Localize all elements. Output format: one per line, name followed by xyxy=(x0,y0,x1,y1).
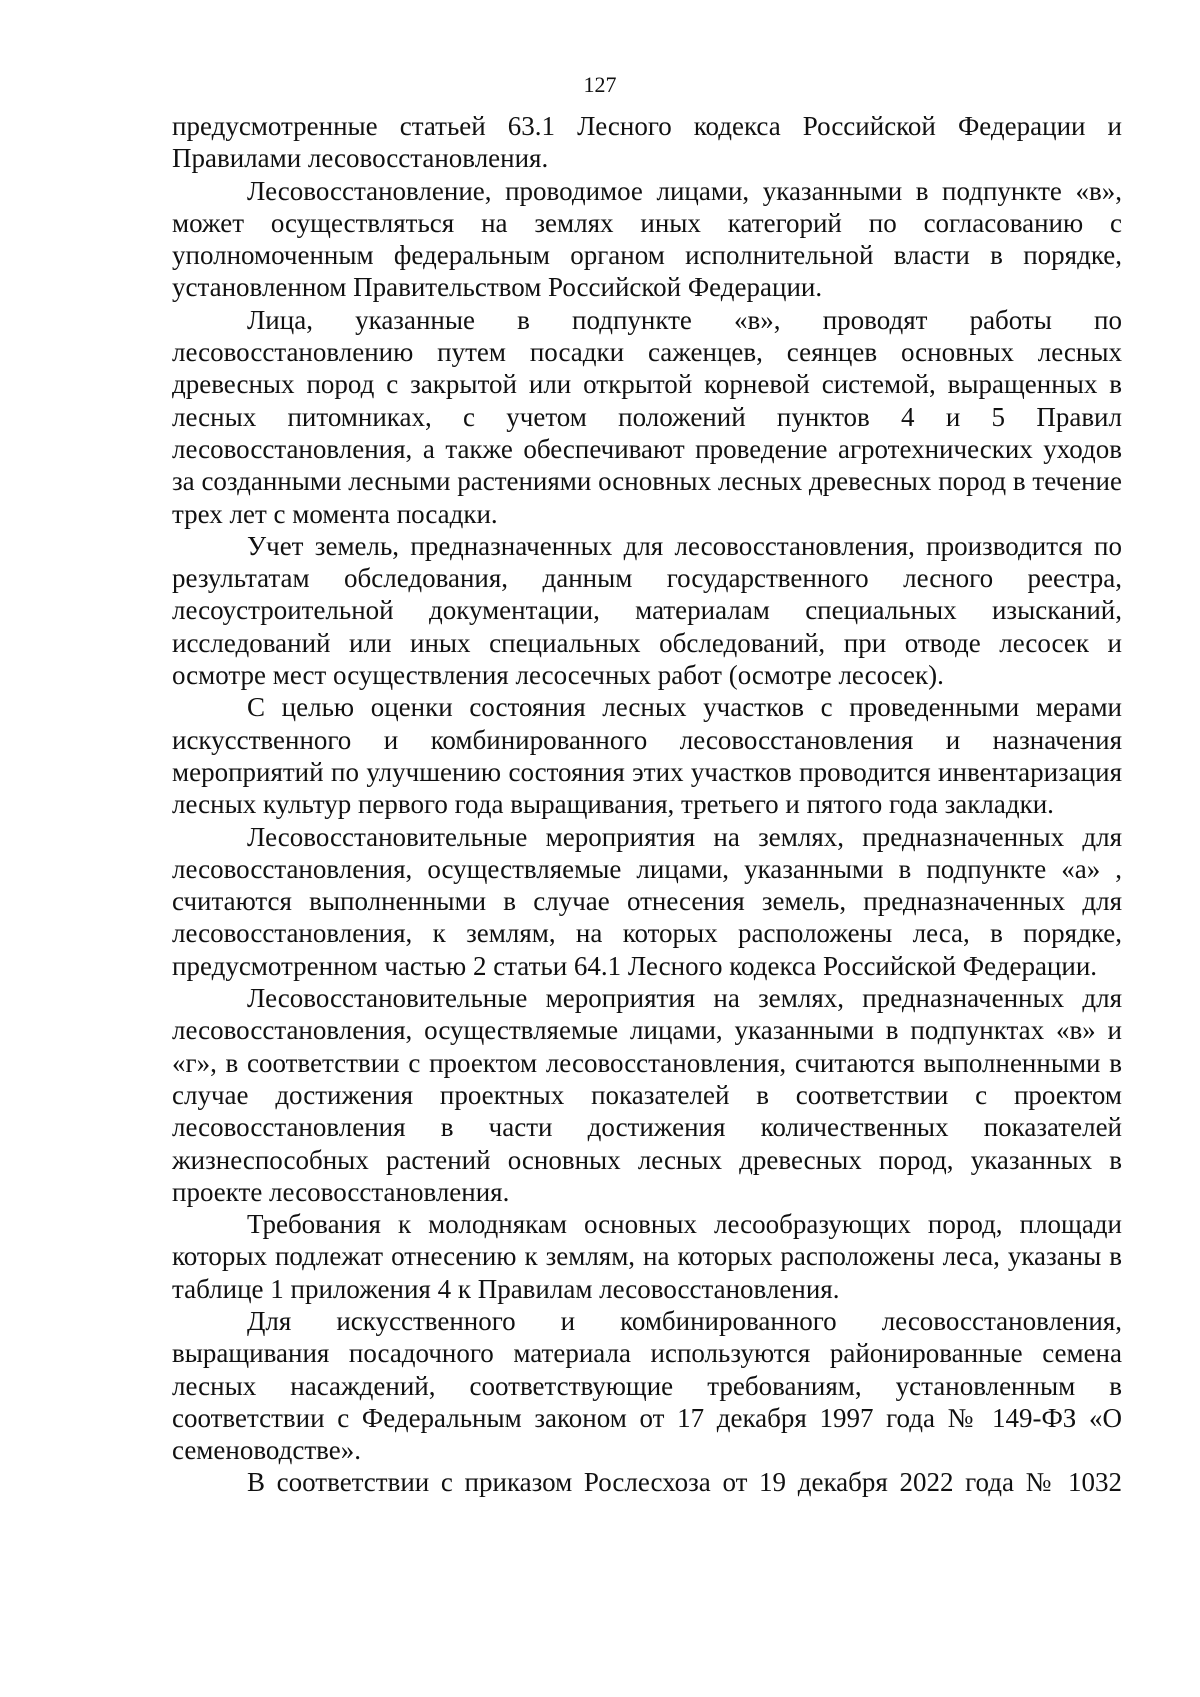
paragraph: Лесовосстановительные мероприятия на землях, предназначенных для лесовосстановления, осуществляемые лицами, указанными в подпунктах «в» и «г», в соответствии с проектом лесовосстановления, считаются выполненными в случае достижения проектных показателей в соответствии с проектом лесовосстановления в части достижения количественных показателей жизнеспособных растений основных лесных древесных пород, указанных в проекте лесовосстановления. xyxy=(172,983,1122,1207)
paragraph: Учет земель, предназначенных для лесовосстановления, производится по результатам обследования, данным государственного лесного реестра, лесоустроительной документации, материалам специальных изысканий, исследований или иных специальных обследований, при отводе лесосек и осмотре мест осуществления лесосечных работ (осмотре лесосек). xyxy=(172,530,1122,691)
paragraph: Лесовосстановление, проводимое лицами, указанными в подпункте «в», может осуществляться на землях иных категорий по согласованию с уполномоченным федеральным органом исполнительной власти в порядке, установленном Правительством Российской Федерации. xyxy=(172,175,1122,303)
paragraph: С целью оценки состояния лесных участков с проведенными мерами искусственного и комбинированного лесовосстановления и назначения мероприятий по улучшению состояния этих участков проводится инвентаризация лесных культур первого года выращивания, третьего и пятого года закладки. xyxy=(172,692,1122,820)
paragraph-cut-off: В соответствии с приказом Рослесхоза от 19 декабря 2022 года № 1032 xyxy=(247,1467,1122,1498)
paragraph: Требования к молоднякам основных лесообразующих пород, площади которых подлежат отнесению к землям, на которых расположены леса, указаны в таблице 1 приложения 4 к Правилам лесовосстановления. xyxy=(172,1209,1122,1304)
paragraph: Лица, указанные в подпункте «в», проводят работы по лесовосстановлению путем посадки саженцев, сеянцев основных лесных древесных пород с закрытой или открытой корневой системой, выращенных в лесных питомниках, с учетом положений пунктов 4 и 5 Правил лесовосстановления, а также обеспечивают проведение агротехнических уходов за созданными лесными растениями основных лесных древесных пород в течение трех лет с момента посадки. xyxy=(172,304,1122,529)
paragraph: Лесовосстановительные мероприятия на землях, предназначенных для лесовосстановления, осуществляемые лицами, указанными в подпункте «а» , считаются выполненными в случае отнесения земель, предназначенных для лесовосстановления, к землям, на которых расположены леса, в порядке, предусмотренном частью 2 статьи 64.1 Лесного кодекса Российской Федерации. xyxy=(172,821,1122,981)
document-body xyxy=(172,110,1122,1499)
paragraph: Для искусственного и комбинированного лесовосстановления, выращивания посадочного материала используются районированные семена лесных насаждений, соответствующие требованиям, установленным в соответствии с Федеральным законом от 17 декабря 1997 года № 149-ФЗ «О семеноводстве». xyxy=(172,1305,1122,1466)
page-number: 127 xyxy=(583,72,617,97)
paragraph-continuation: предусмотренные статьей 63.1 Лесного кодекса Российской Федерации и Правилами лесовосстановления. xyxy=(172,111,1122,174)
